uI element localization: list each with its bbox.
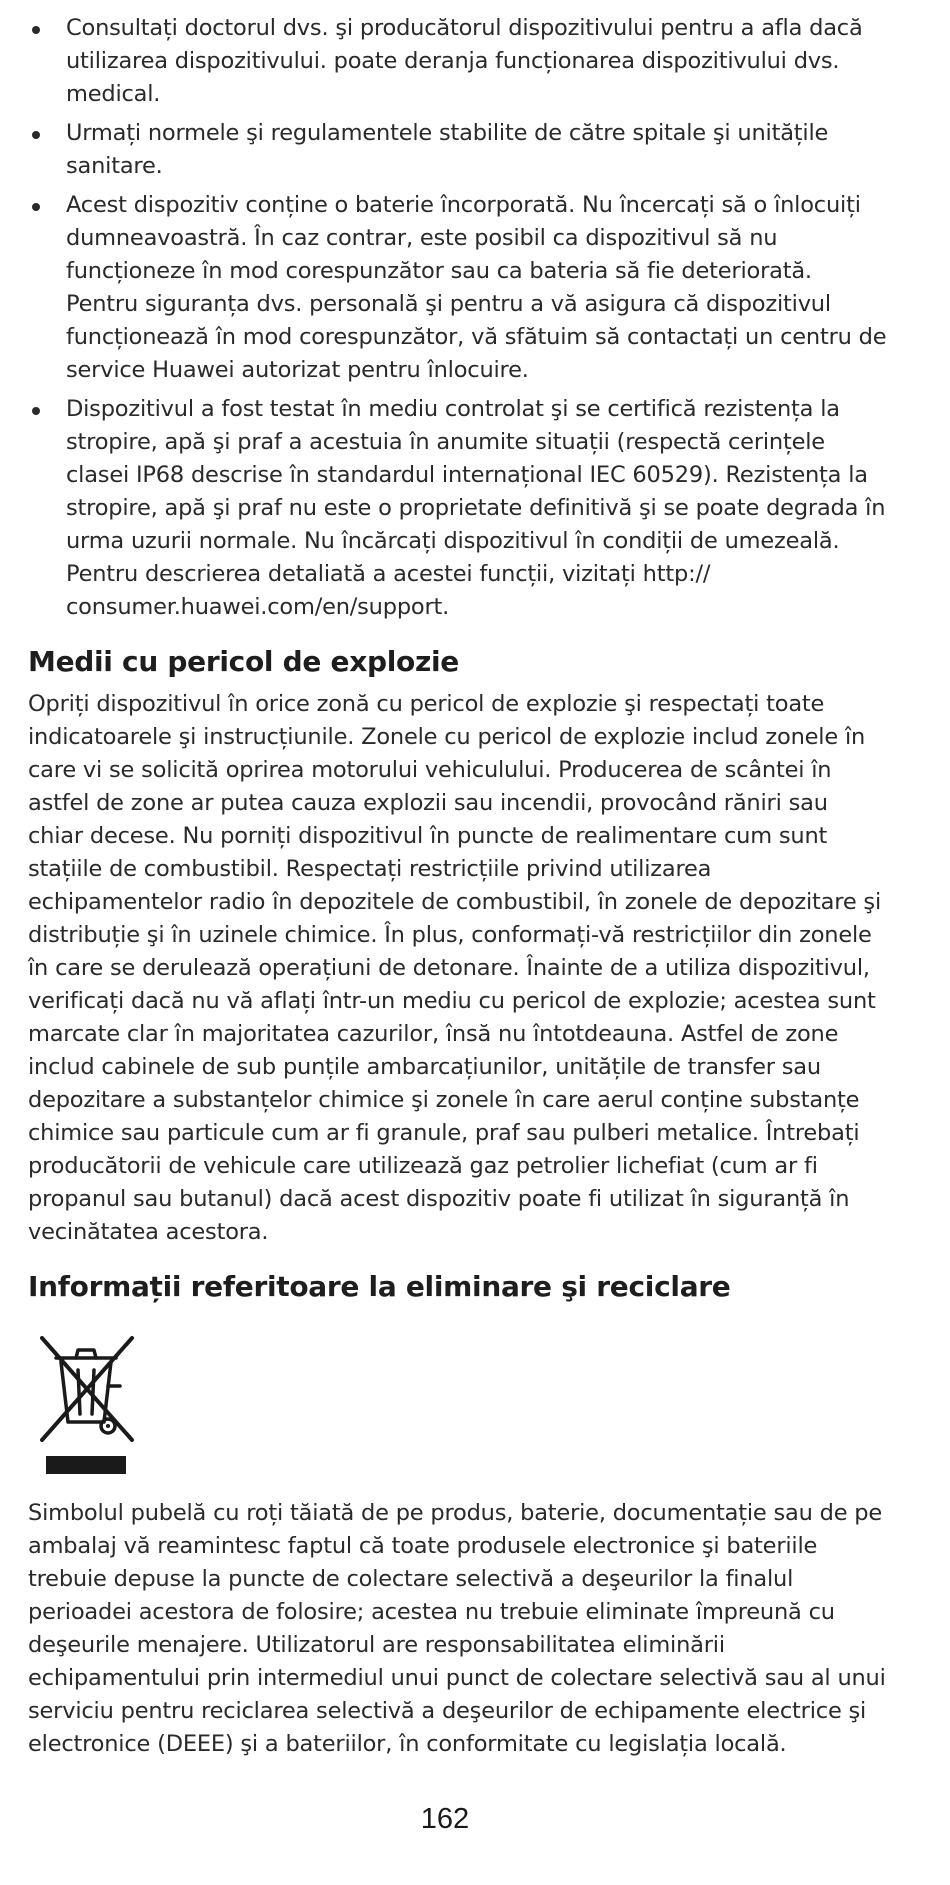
bullet-icon bbox=[32, 407, 40, 415]
bullet-icon bbox=[32, 203, 40, 211]
list-item bbox=[28, 117, 888, 183]
safety-bullet-list bbox=[28, 12, 888, 630]
bullet-text: Urmați normele şi regulamentele stabilite de către spitale şi unitățile sanitare. bbox=[66, 120, 829, 179]
section-body-recycle: Simbolul pubelă cu roți tăiată de pe produs, baterie, documentație sau de pe ambalaj vă reamintesc faptul că toate produsele electronice şi bateriile trebuie depuse la puncte de colectare selectivă a deşeurilor la finalul perioadei acestora de folosire; acestea nu trebuie eliminate împreună cu deşeurile menajere. Utilizatorul are responsabilitatea eliminării echipamentului prin intermediul unui punct de colectare selectivă sau al unui serviciu pentru reciclarea selectivă a deşeurilor de echipamente electrice şi electronice (DEEE) şi a bateriilor, în conformitate cu legislația locală. bbox=[28, 1500, 886, 1757]
bullet-text: Dispozitivul a fost testat în mediu controlat şi se certifică rezistența la stropire, apă şi praf a acestuia în anumite situații (respectă cerințele clasei IP68 descrise în standardul internațional IEC 60529). Rezistența la stropire, apă şi praf nu este o proprietate definitivă şi se poate degrada în urma uzurii normale. Nu încărcați dispozitivul în condiții de umezeală. Pentru descrierea detaliată a acestei funcții, vizitați http:// consumer.huawei.com/en/support. bbox=[66, 396, 886, 620]
crossed-out-wheelie-bin-icon bbox=[36, 1330, 136, 1480]
list-item bbox=[28, 189, 888, 387]
page-number: 162 bbox=[420, 1803, 470, 1835]
list-item bbox=[28, 12, 888, 111]
bullet-text: Consultați doctorul dvs. şi producătorul dispozitivului pentru a afla dacă utilizarea dispozitivului. poate deranja funcționarea dispozitivului dvs. medical. bbox=[66, 15, 863, 107]
bullet-text: Acest dispozitiv conține o baterie încorporată. Nu încercați să o înlocuiți dumneavoastră. În caz contrar, este posibil ca dispozitivul să nu funcționeze în mod corespunzător sau ca bateria să fie deteriorată. Pentru siguranța dvs. personală şi pentru a vă asigura că dispozitivul funcționează în mod corespunzător, vă sfătuim să contactați un centru de service Huawei autorizat pentru înlocuire. bbox=[66, 192, 887, 383]
section-heading-recycle: Informații referitoare la eliminare şi reciclare bbox=[28, 1270, 731, 1303]
section-body-explosion: Opriți dispozitivul în orice zonă cu pericol de explozie şi respectați toate indicatoarele şi instrucțiunile. Zonele cu pericol de explozie includ zonele în care vi se solicită oprirea motorului vehiculului. Producerea de scântei în astfel de zone ar putea cauza explozii sau incendii, provocând răniri sau chiar decese. Nu porniți dispozitivul în puncte de realimentare cum sunt stațiile de combustibil. Respectați restricțiile privind utilizarea echipamentelor radio în depozitele de combustibil, în zonele de depozitare şi distribuție şi în uzinele chimice. În plus, conformați-vă restricțiilor din zonele în care se derulează operațiuni de detonare. Înainte de a utiliza dispozitivul, verificați dacă nu vă aflați într-un mediu cu pericol de explozie; acestea sunt marcate clar în majoritatea cazurilor, însă nu întotdeauna. Astfel de zone includ cabinele de sub punțile ambarcațiunilor, unitățile de transfer sau depozitare a substanțelor chimice şi zonele în care aerul conține substanțe chimice sau particule cum ar fi granule, praf sau pulberi metalice. Întrebați producătorii de vehicule care utilizează gaz petrolier lichefiat (cum ar fi propanul sau butanul) dacă acest dispozitiv poate fi utilizat în siguranță în vecinătatea acestora. bbox=[28, 691, 881, 1245]
bullet-icon bbox=[32, 26, 40, 34]
bullet-icon bbox=[32, 131, 40, 139]
list-item bbox=[28, 393, 888, 624]
section-heading-explosion: Medii cu pericol de explozie bbox=[28, 645, 459, 678]
